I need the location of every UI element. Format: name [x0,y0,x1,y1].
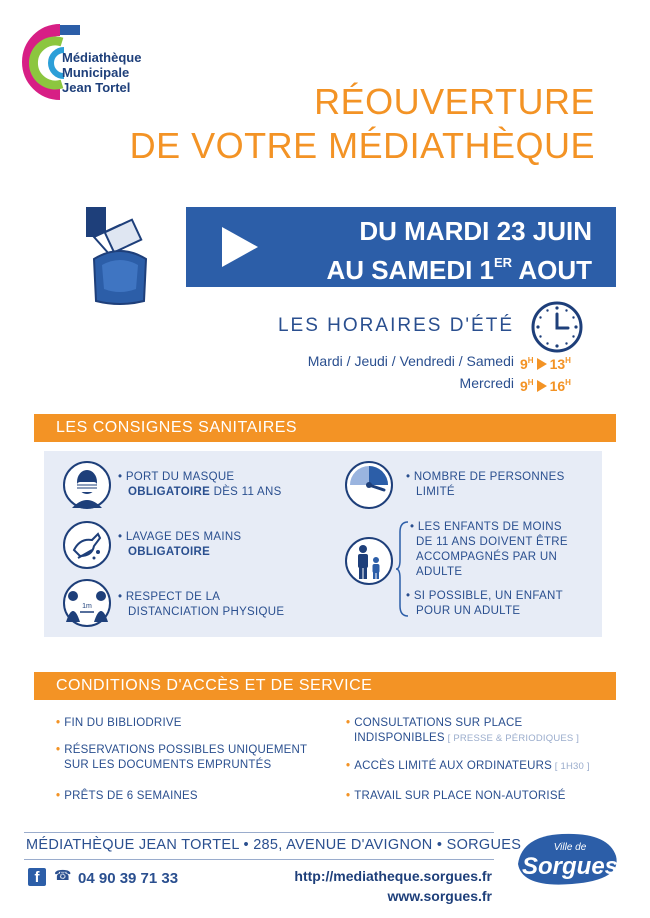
sanitary-header [34,414,616,442]
title-line-1: RÉOUVERTURE [314,81,595,122]
arrow-right-icon [537,358,547,370]
condition-item: • RÉSERVATIONS POSSIBLES UNIQUEMENT SUR LES DOCUMENTS EMPRUNTÉS [56,744,308,771]
conditions-header [34,672,616,700]
distance-line-1: • RESPECT DE LA [118,591,221,603]
kids-line-4: ADULTE [416,566,463,578]
mask-icon [62,460,112,510]
clock-icon [530,300,584,354]
mask-line-2: OBLIGATOIRE DÈS 11 ANS [128,486,282,498]
condition-item: • ACCÈS LIMITÉ AUX ORDINATEURS [ 1H30 ] [346,760,590,772]
date-line-2-a: AU SAMEDI 1 [326,255,495,285]
sorgues-ville: Ville de [553,842,587,853]
hours-row [308,372,571,394]
phone-number: 04 90 39 71 33 [78,870,179,887]
condition-item: • CONSULTATIONS SUR PLACE INDISPONIBLES [ PRESSE & PÉRIODIQUES ] [346,717,580,744]
arrow-right-icon [537,380,547,392]
condition-item: • FIN DU BIBLIODRIVE [56,717,182,729]
date-line-2 [326,247,592,286]
hours-list [307,350,571,394]
hand-washing-icon [62,520,112,570]
hours-days: Mercredi [459,375,514,391]
phone-icon: ☎ [54,868,72,884]
family-icon [344,536,394,586]
footer-divider [24,832,494,833]
footer-divider [24,859,494,860]
footer-links [294,866,492,906]
play-arrow-icon [222,227,258,267]
date-line-1: DU MARDI 23 JUIN [359,216,592,246]
mask-text [118,470,282,500]
hands-line-2: OBLIGATOIRE [128,546,211,558]
people-limit-text [406,470,565,500]
distance-label: 1m [82,603,92,610]
facebook-icon[interactable]: f [28,868,46,886]
hours-time: $9^H$ $13^H$ [520,356,571,372]
sorgues-logo [512,830,628,888]
hands-line-1: • LAVAGE DES MAINS [118,531,242,543]
logo-line-2: Municipale [62,65,130,80]
sorgues-name: Sorgues [521,853,619,880]
logo-line-3: Jean Tortel [62,80,131,95]
kids-line-2: DE 11 ANS DOIVENT ÊTRE [416,536,568,548]
footer-address: MÉDIATHÈQUE JEAN TORTEL • 285, AVENUE D'AVIGNON • SORGUES [26,837,522,853]
hours-title: LES HORAIRES D'ÉTÉ [277,315,514,336]
conditions-header-label: CONDITIONS D'ACCÈS ET DE SERVICE [56,677,373,694]
sanitary-header-label: LES CONSIGNES SANITAIRES [56,419,298,436]
distancing-icon [62,578,112,628]
hands-text [118,530,241,560]
kids-line-1: • LES ENFANTS DE MOINS [410,521,562,533]
gauge-icon [344,460,394,510]
kids-line-3: ACCOMPAGNÉS PAR UN [416,551,558,563]
condition-item: • PRÊTS DE 6 SEMAINES [56,790,198,802]
people-line-1: • NOMBRE DE PERSONNES [406,471,565,483]
date-line-2-b: AOUT [512,255,592,285]
hours-time: $9^H$ $16^H$ [520,378,571,394]
date-ordinal: ER [494,255,513,270]
condition-item: • TRAVAIL SUR PLACE NON-AUTORISÉ [346,790,566,802]
kids-line-5: • SI POSSIBLE, UN ENFANT [406,590,563,602]
kids-text [410,520,568,580]
hours-row [307,350,571,372]
date-banner [186,207,616,287]
hours-days: Mardi / Jeudi / Vendredi / Samedi [307,353,514,369]
title-line-2: DE VOTRE MÉDIATHÈQUE [129,125,595,166]
mediatheque-url[interactable]: http://mediatheque.sorgues.fr [294,868,492,884]
kids-extra-text [406,589,563,619]
distance-line-2: DISTANCIATION PHYSIQUE [128,606,285,618]
kids-line-6: POUR UN ADULTE [416,605,521,617]
people-line-2: LIMITÉ [416,486,455,498]
page-title [130,80,595,168]
mask-line-1: • PORT DU MASQUE [118,471,235,483]
distance-text [118,590,284,620]
city-url[interactable]: www.sorgues.fr [387,888,492,904]
logo-line-1: Médiathèque [62,50,142,65]
book-return-icon [80,203,156,307]
